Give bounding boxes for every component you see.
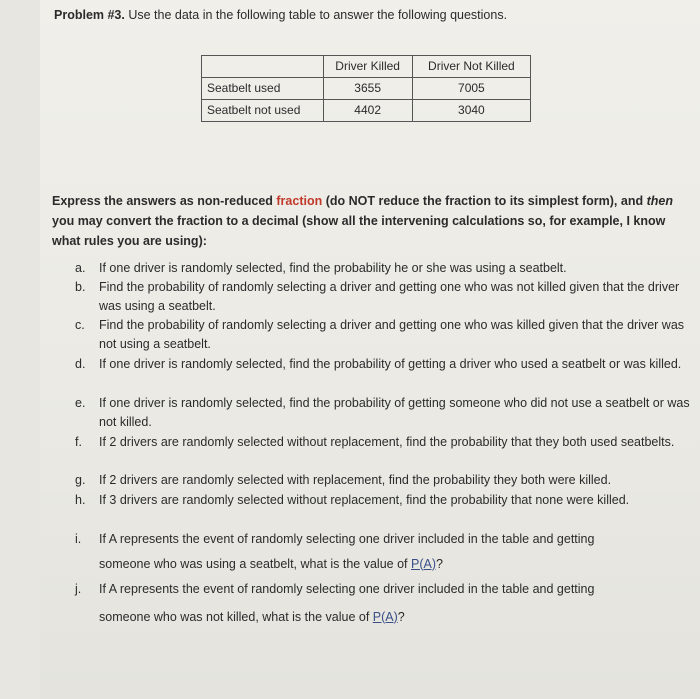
table-cell: 3655 [323, 78, 412, 100]
question-letter: b. [75, 280, 86, 294]
table-cell: 7005 [412, 78, 530, 100]
probability-notation: P(A) [372, 609, 398, 624]
probability-notation: P(A) [411, 556, 436, 571]
question-letter: h. [75, 493, 86, 507]
question-text-part: ? [436, 556, 443, 571]
question-text: If 2 drivers are randomly selected with replacement, find the probability they both were killed. [99, 473, 612, 487]
fraction-word: fraction [276, 194, 323, 208]
instructions-text: Express the answers as non-reduced [52, 194, 277, 208]
question-letter: d. [75, 357, 86, 371]
question-text [99, 530, 691, 573]
question-text: If one driver is randomly selected, find the probability he or she was using a seatbelt. [99, 261, 567, 275]
table-row-label: Seatbelt used [202, 78, 324, 100]
question-letter: f. [75, 435, 82, 449]
question-letter: i. [75, 532, 82, 546]
question-letter: e. [75, 396, 86, 410]
question-text: If 2 drivers are randomly selected without replacement, find the probability that they both used seatbelts. [99, 435, 675, 449]
table-row [202, 78, 531, 100]
question-text: If one driver is randomly selected, find the probability of getting someone who did not use a seatbelt or was not killed. [99, 396, 690, 429]
table-header-driver-not-killed: Driver Not Killed [412, 56, 530, 78]
question-letter: j. [75, 582, 82, 596]
question-text: If one driver is randomly selected, find the probability of getting a driver who used a seatbelt or was killed. [99, 357, 682, 371]
question-letter: g. [75, 473, 86, 487]
instructions-text: you may convert the fraction to a decimal (show all the intervening calculations so, for example, I know what rules you are using): [52, 214, 666, 248]
question-letter: c. [75, 318, 85, 332]
then-word: then [646, 194, 673, 208]
table-header-driver-killed: Driver Killed [323, 56, 412, 78]
table-cell: 4402 [323, 100, 412, 122]
question-text-line [99, 555, 691, 574]
table-row [202, 100, 531, 122]
instructions [52, 191, 692, 251]
question-letter: a. [75, 261, 86, 275]
question-text-part: someone who was not killed, what is the value of [99, 609, 373, 624]
question-text [99, 580, 691, 626]
question-text-line: If A represents the event of randomly selecting one driver included in the table and getting [99, 532, 595, 546]
question-text-line [99, 608, 691, 627]
problem-title [54, 8, 507, 22]
problem-text: Use the data in the following table to answer the following questions. [124, 8, 508, 22]
data-table [201, 55, 531, 122]
problem-label: Problem #3. [54, 8, 125, 22]
table-header-row [202, 56, 531, 78]
question-text: Find the probability of randomly selecting a driver and getting one who was not killed given that the driver was using a seatbelt. [99, 280, 680, 313]
table-header-empty [202, 56, 324, 78]
question-text-line: If A represents the event of randomly selecting one driver included in the table and getting [99, 582, 595, 596]
question-text: Find the probability of randomly selecting a driver and getting one who was killed given that the driver was not using a seatbelt. [99, 318, 685, 351]
question-text: If 3 drivers are randomly selected without replacement, find the probability that none were killed. [99, 493, 630, 507]
question-text-part: someone who was using a seatbelt, what is the value of [99, 556, 411, 571]
table-cell: 3040 [412, 100, 530, 122]
question-text-part: ? [397, 609, 405, 624]
instructions-text: (do NOT reduce the fraction to its simplest form), and [322, 194, 647, 208]
table-row-label: Seatbelt not used [202, 100, 324, 122]
